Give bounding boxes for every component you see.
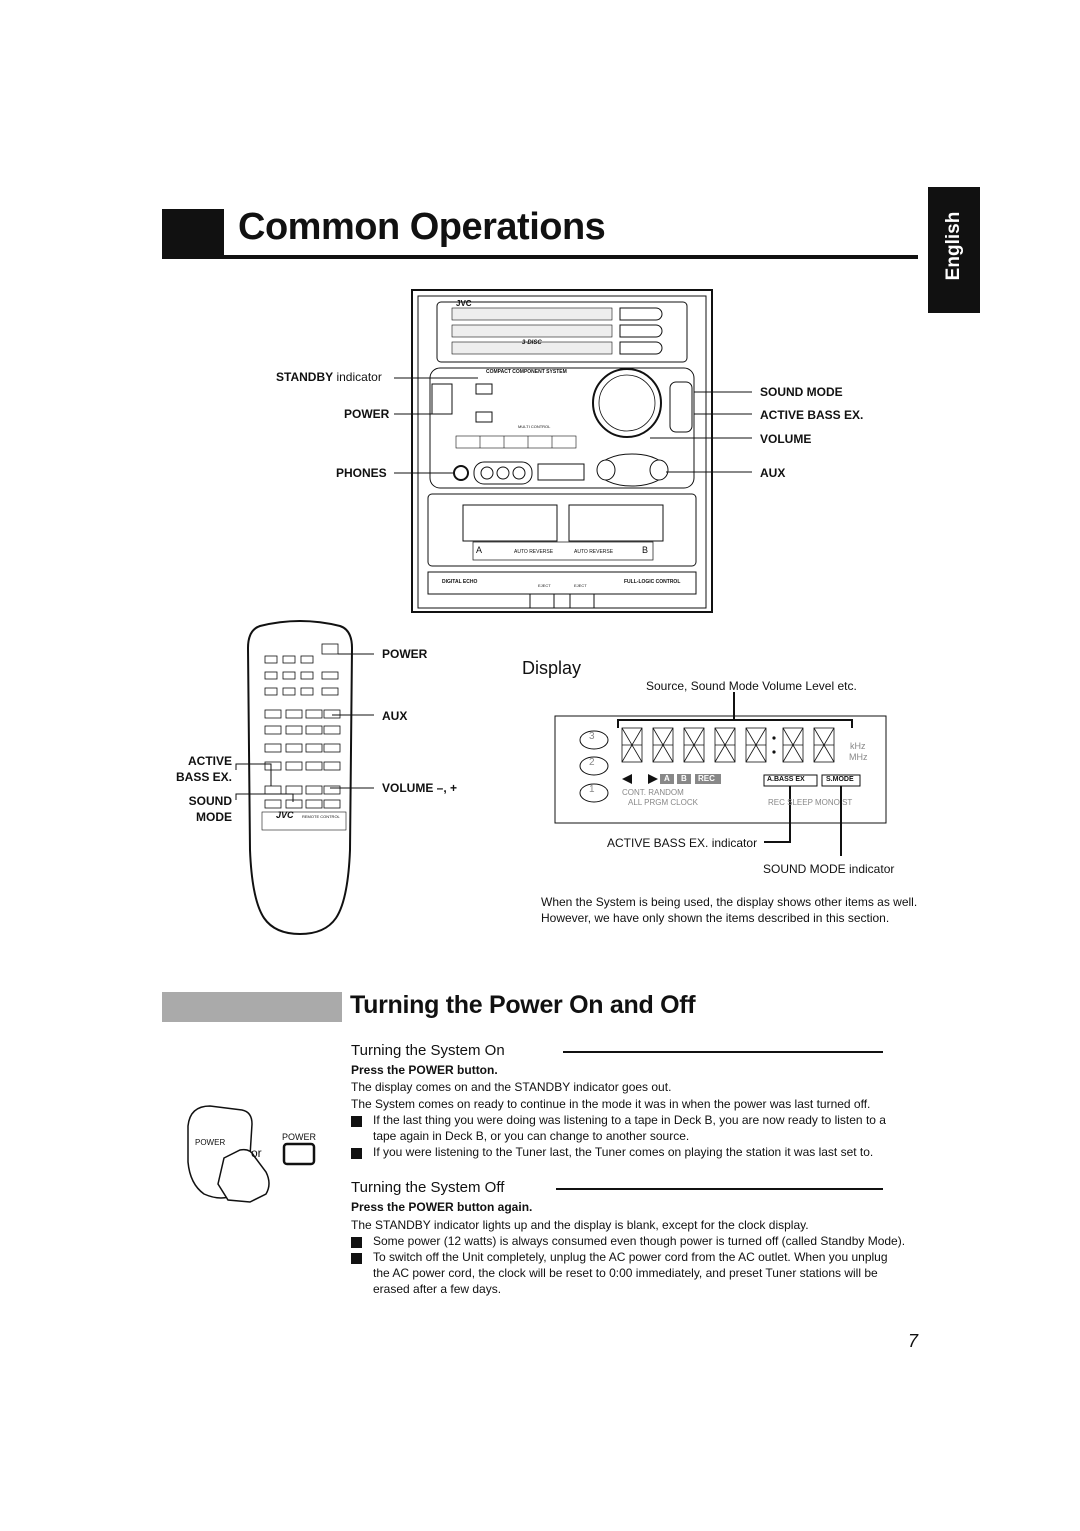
bullet-square <box>351 1146 362 1164</box>
main-full-logic: FULL-LOGIC CONTROL <box>624 579 681 585</box>
disc-1-number: 1 <box>589 784 595 795</box>
main-auto-reverse-b: AUTO REVERSE <box>574 549 614 555</box>
seg-mhz: MHz <box>849 752 868 762</box>
main-eject-b: EJECT <box>574 583 587 588</box>
main-deck-b: B <box>642 545 649 555</box>
main-volume-label: VOLUME <box>760 432 812 446</box>
system-off-bullet2-a: To switch off the Unit completely, unplug the AC power cord from the AC outlet. When you unplug <box>373 1250 888 1264</box>
remote-caption: REMOTE CONTROL <box>302 814 340 819</box>
power-section-heading: Turning the Power On and Off <box>350 991 696 1019</box>
system-on-step: Press the POWER button. <box>351 1063 498 1077</box>
remote-brand: JVC <box>276 810 294 820</box>
standby-suffix: indicator <box>333 370 382 384</box>
seg-a: A <box>664 774 670 783</box>
display-note-line1: When the System is being used, the display shows other items as well. <box>541 895 918 909</box>
main-aux-label: AUX <box>760 466 786 480</box>
page-number: 7 <box>908 1331 919 1351</box>
display-caption-top: Source, Sound Mode Volume Level etc. <box>646 679 857 693</box>
bullet-square <box>351 1114 362 1132</box>
main-three-disc: 3-DISC <box>522 340 542 346</box>
bullet-square <box>351 1251 362 1269</box>
system-on-bullet2: If you were listening to the Tuner last, the Tuner comes on playing the station it was last set to. <box>373 1145 874 1159</box>
system-off-bullet2-c: erased after a few days. <box>373 1282 502 1296</box>
remote-aux-label: AUX <box>382 709 408 723</box>
seg-b: B <box>681 774 687 783</box>
main-multi-control: MULTI CONTROL <box>518 424 551 429</box>
main-active-bass-label: ACTIVE BASS EX. <box>760 408 864 422</box>
illus-or: or <box>251 1146 262 1160</box>
main-digital-echo: DIGITAL ECHO <box>442 579 478 585</box>
remote-active-line2: BASS EX. <box>175 770 232 784</box>
active-bass-indicator-caption: ACTIVE BASS EX. indicator <box>607 836 758 850</box>
main-phones-label: PHONES <box>336 466 387 480</box>
system-on-bullet1-a: If the last thing you were doing was listening to a tape in Deck B, you are now ready to listen to a <box>373 1113 886 1127</box>
system-off-line1: The STANDBY indicator lights up and the display is blank, except for the clock display. <box>351 1218 809 1232</box>
section-marker-bar <box>162 992 342 1022</box>
seg-cont-random: CONT. RANDOM <box>622 788 684 797</box>
system-on-line2: The System comes on ready to continue in the mode it was in when the power was last turned off. <box>351 1097 871 1111</box>
system-on-bullet1 <box>373 1112 886 1144</box>
seg-all-prgm-clock: ALL PRGM CLOCK <box>628 798 698 807</box>
main-auto-reverse-a: AUTO REVERSE <box>514 549 554 555</box>
remote-sound-line2: MODE <box>196 810 232 824</box>
main-power-label: POWER <box>344 407 390 421</box>
standby-word: STANDBY <box>276 370 334 384</box>
system-on-rule <box>563 1051 883 1053</box>
system-off-heading: Turning the System Off <box>351 1179 505 1196</box>
system-off-rule <box>556 1188 883 1190</box>
sound-mode-indicator-caption: SOUND MODE indicator <box>763 862 895 876</box>
main-system-name: COMPACT COMPONENT SYSTEM <box>486 369 567 375</box>
remote-sound-line1: SOUND <box>188 794 232 808</box>
disc-3-number: 3 <box>589 731 595 742</box>
system-on-line1: The display comes on and the STANDBY indicator goes out. <box>351 1080 672 1094</box>
display-heading: Display <box>522 658 582 678</box>
seg-rec-sleep: REC SLEEP MONO ST <box>768 798 853 807</box>
system-off-bullet1: Some power (12 watts) is always consumed even though power is turned off (called Standby Mode). <box>373 1234 906 1248</box>
main-deck-a: A <box>476 545 483 555</box>
system-on-heading: Turning the System On <box>351 1042 505 1059</box>
page-title: Common Operations <box>238 206 606 248</box>
main-eject-a: EJECT <box>538 583 551 588</box>
seg-abass: A.BASS EX <box>767 776 805 783</box>
system-off-bullet2-b: the AC power cord, the clock will be reset to 0:00 immediately, and preset Tuner stations will be <box>373 1266 878 1280</box>
language-label: English <box>943 211 964 281</box>
system-on-bullet1-b: tape again in Deck B, or you can change to another source. <box>373 1129 690 1143</box>
seg-smode: S.MODE <box>826 776 854 783</box>
seg-rec: REC <box>698 774 715 783</box>
remote-active-line1: ACTIVE <box>187 754 232 768</box>
seg-khz: kHz <box>850 741 866 751</box>
system-off-bullet2 <box>373 1249 888 1297</box>
disc-2-number: 2 <box>589 757 595 768</box>
illus-power-unit-label: POWER <box>195 1138 226 1147</box>
display-note <box>541 894 917 926</box>
illus-power-remote-label: POWER <box>282 1132 317 1142</box>
system-off-step: Press the POWER button again. <box>351 1200 533 1214</box>
remote-volume-label: VOLUME –, + <box>382 781 458 795</box>
remote-power-label: POWER <box>382 647 428 661</box>
main-brand: JVC <box>456 299 472 308</box>
display-note-line2: However, we have only shown the items described in this section. <box>541 911 890 925</box>
main-sound-mode-label: SOUND MODE <box>760 385 843 399</box>
